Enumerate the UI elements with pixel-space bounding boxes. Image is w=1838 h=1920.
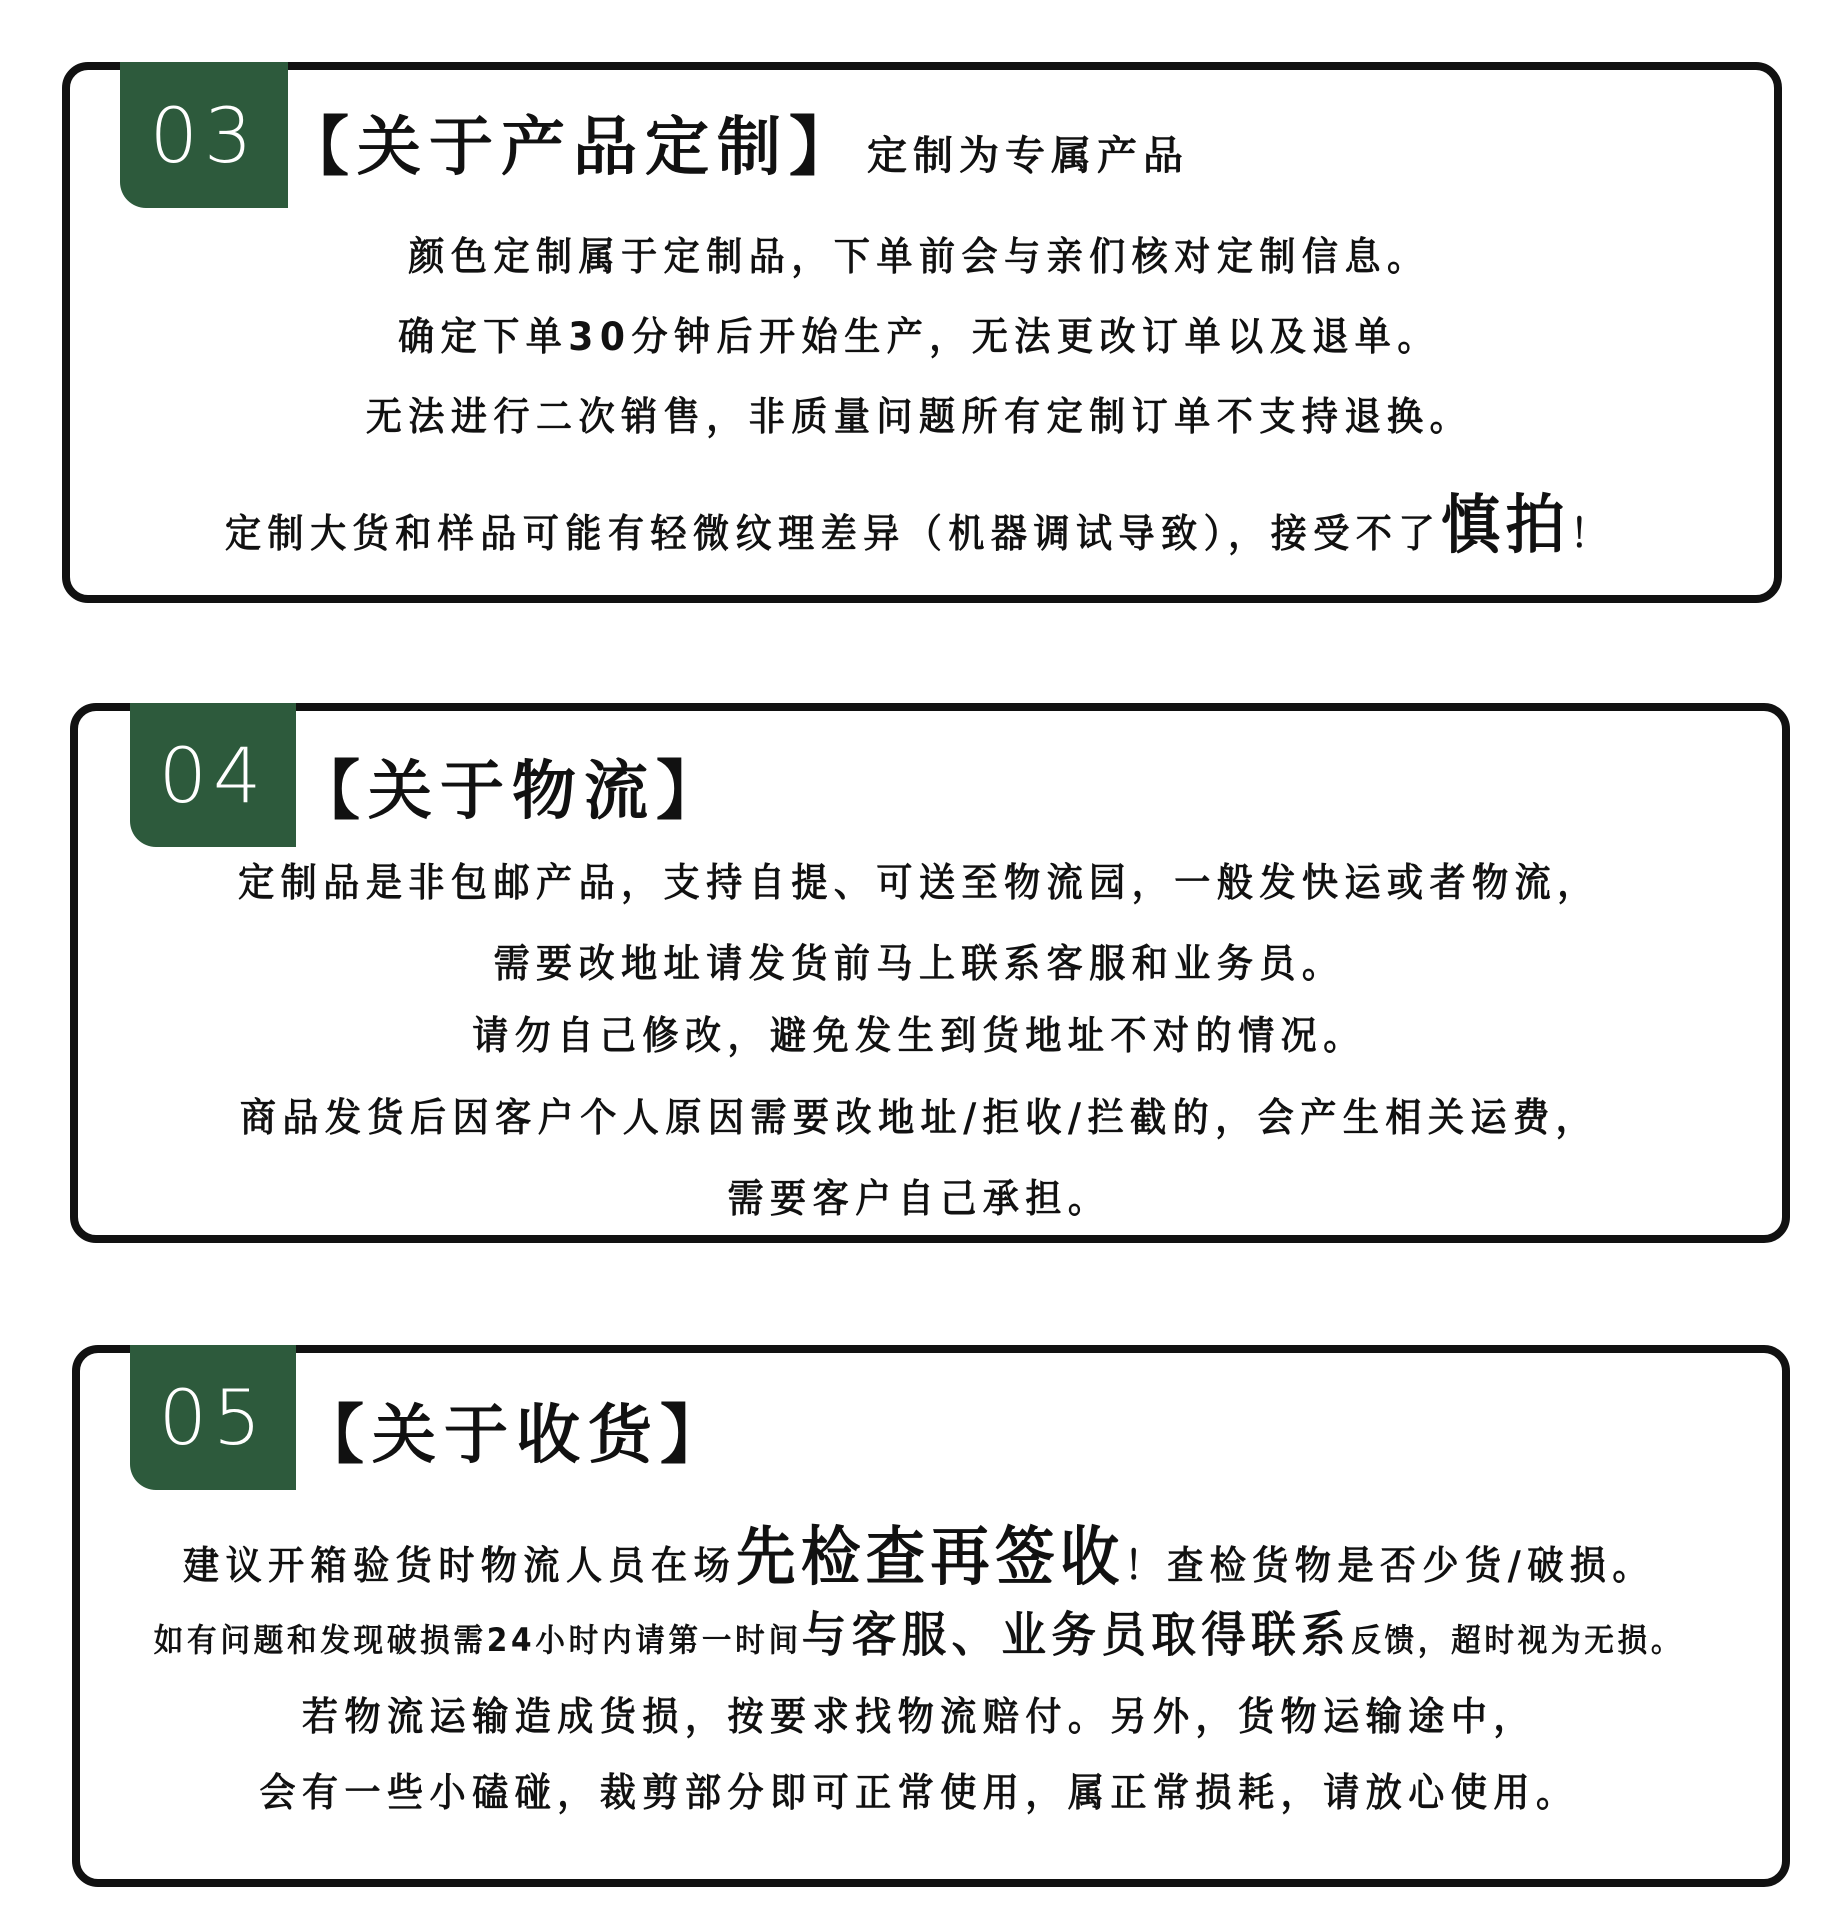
emphasis-text: 慎拍 (1440, 489, 1571, 563)
notice-line: 定制品是非包邮产品，支持自提、可送至物流园，一般发快运或者物流， (238, 861, 1600, 906)
notice-text: ！ (1570, 512, 1613, 557)
section-heading (285, 96, 1189, 188)
notice-line-emphasis (69, 1596, 1769, 1665)
notice-line: 颜色定制属于定制品，下单前会与亲们核对定制信息。 (408, 235, 1430, 280)
emphasis-text: 与客服、业务员取得联系 (801, 1607, 1352, 1663)
notice-text: 如有问题和发现破损需24小时内请第一时间 (153, 1621, 802, 1659)
notice-line-emphasis (69, 474, 1769, 566)
notice-line: 需要改地址请发货前马上联系客服和业务员。 (493, 942, 1345, 987)
section-title: 【关于收货】 (300, 1399, 732, 1473)
notice-line: 请勿自己修改，避免发生到货地址不对的情况。 (472, 1014, 1366, 1059)
notice-line-emphasis (69, 1506, 1769, 1598)
notice-line: 会有一些小磕碰，裁剪部分即可正常使用，属正常损耗，请放心使用。 (259, 1771, 1579, 1816)
emphasis-text: 先检查再签收 (736, 1521, 1125, 1595)
section-heading (300, 1384, 732, 1476)
section-number-badge: 05 (130, 1345, 296, 1490)
notice-line: 无法进行二次销售，非质量问题所有定制订单不支持退换。 (365, 395, 1473, 440)
notice-text: 反馈，超时视为无损。 (1351, 1621, 1685, 1659)
section-heading (296, 740, 728, 832)
notice-line: 需要客户自己承担。 (727, 1177, 1111, 1222)
section-number-badge: 04 (130, 703, 296, 847)
notice-text: ！查检货物是否少货/破损。 (1124, 1544, 1655, 1589)
section-number-badge: 03 (120, 62, 288, 208)
notice-line: 确定下单30分钟后开始生产，无法更改订单以及退单。 (398, 315, 1440, 360)
section-subtitle: 定制为专属产品 (867, 133, 1189, 179)
section-title: 【关于产品定制】 (285, 111, 861, 185)
notice-text: 定制大货和样品可能有轻微纹理差异（机器调试导致），接受不了 (225, 512, 1441, 557)
notice-text: 建议开箱验货时物流人员在场 (183, 1544, 737, 1589)
section-title: 【关于物流】 (296, 755, 728, 829)
notice-line: 商品发货后因客户个人原因需要改地址/拒收/拦截的，会产生相关运费， (239, 1096, 1599, 1141)
notice-line: 若物流运输造成货损，按要求找物流赔付。另外，货物运输途中， (302, 1695, 1536, 1740)
